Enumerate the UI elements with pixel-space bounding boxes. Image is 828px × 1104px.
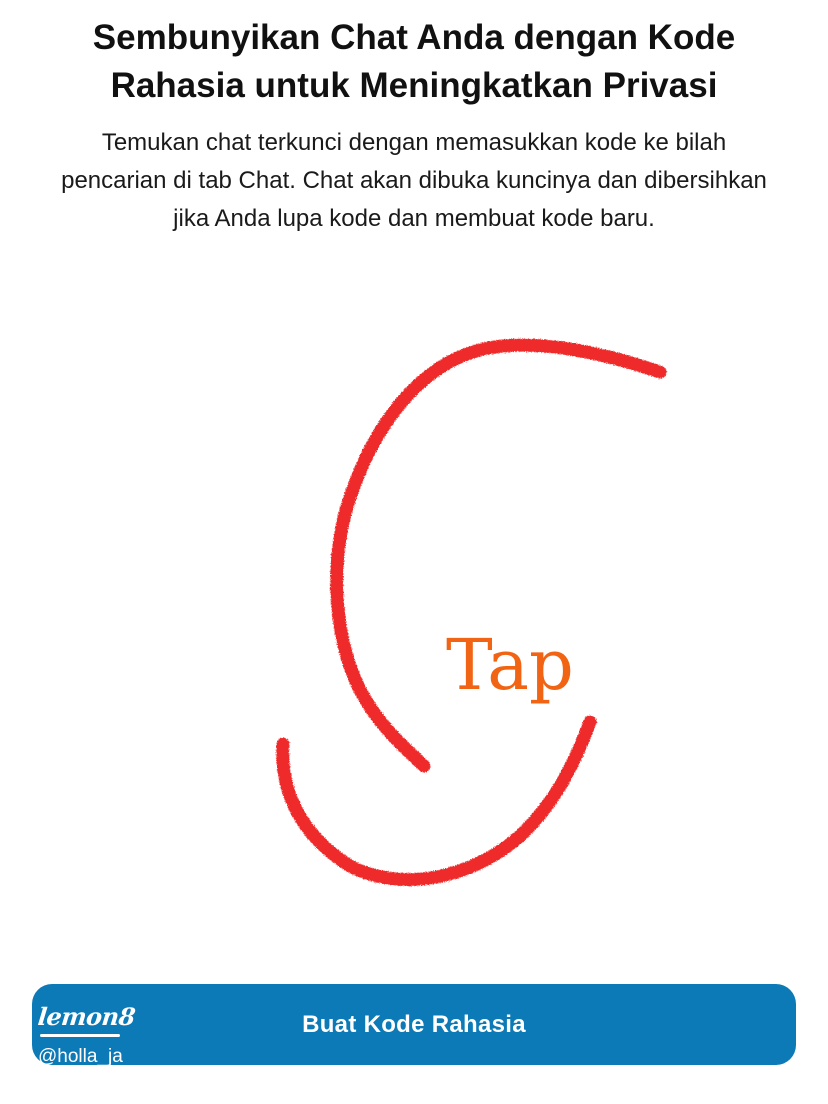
create-secret-code-button[interactable] [32,984,796,1065]
page-description: Temukan chat terkunci dengan memasukkan kode ke bilah pencarian di tab Chat. Chat akan dibuka kuncinya dan dibersihkan jika Anda lupa kode dan membuat kode baru. [61,129,767,232]
arrow-lower-curve [283,722,590,880]
tap-annotation-label: Tap [446,624,574,706]
lemon8-logo-underline [40,1034,120,1037]
lemon8-logo: lemon8 [36,1002,137,1031]
page-title: Sembunyikan Chat Anda dengan Kode Rahasia untuk Meningkatkan Privasi [92,18,736,105]
watermark-handle: @holla_ja [38,1046,123,1066]
create-secret-code-button-label: Buat Kode Rahasia [302,1010,526,1038]
